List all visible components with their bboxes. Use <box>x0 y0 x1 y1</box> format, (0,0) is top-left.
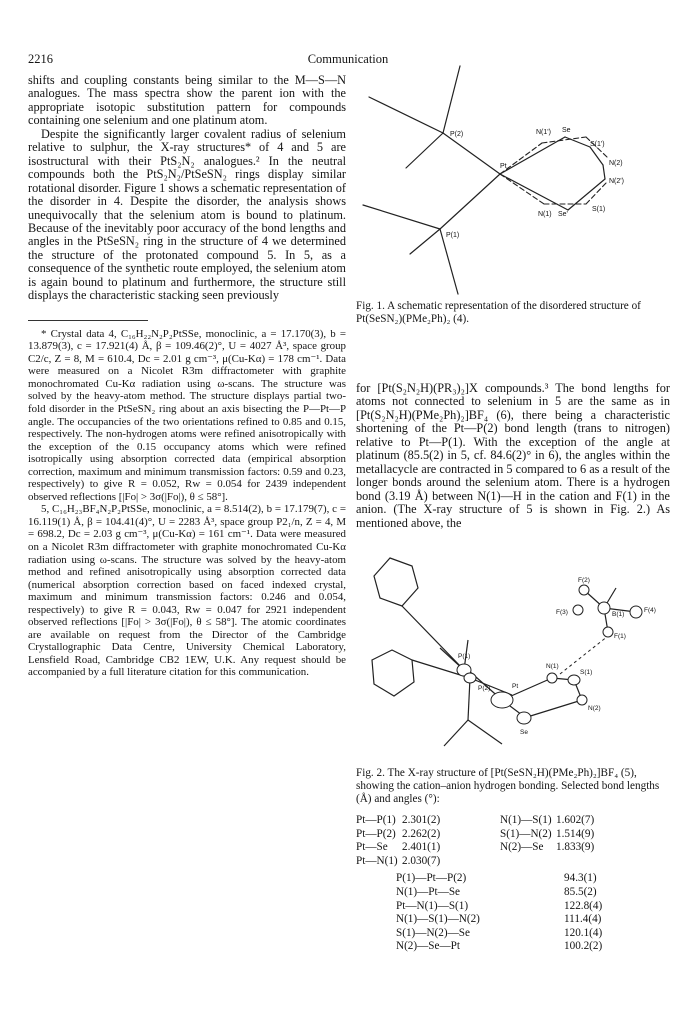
atom-p2 <box>464 673 476 683</box>
angle-label: Pt—N(1)—S(1) <box>396 899 469 912</box>
atom-label: Se <box>562 127 571 134</box>
bond-line <box>443 133 500 174</box>
bond-value: 2.030(7) <box>402 854 441 867</box>
page-number: 2216 <box>28 52 53 66</box>
atom-pt <box>491 692 513 708</box>
bond-line <box>500 174 568 210</box>
atom-label: F(2) <box>578 577 590 584</box>
left-column <box>28 74 346 679</box>
bond-value: 2.262(2) <box>402 827 441 840</box>
atom-label: P(2) <box>478 685 491 692</box>
atom-b1 <box>598 602 610 614</box>
atom-s1 <box>568 675 580 685</box>
bond-value <box>556 855 606 869</box>
disordered-bond-line <box>500 174 544 204</box>
atom-f1 <box>603 627 613 637</box>
atom-label: N(2) <box>588 705 601 712</box>
atom-label: N(1) <box>546 663 559 670</box>
bond-value: 1.602(7) <box>556 814 595 826</box>
phenyl-ring <box>374 558 418 606</box>
atom-f4 <box>630 606 642 618</box>
atom-label: F(3) <box>556 609 568 616</box>
bond-angles <box>396 872 670 954</box>
bond-line <box>468 720 502 744</box>
atom-label: N(1') <box>536 129 551 136</box>
bond-value: 2.301(2) <box>402 814 441 826</box>
paragraph-3: for [Pt(S₂N₂H)(PR₃)₂]X compounds.³ The bond lengths for atoms not connected to selenium in 5 are the same as in [Pt(S₂N₂H)(PMe₂Ph)₂]BF₄ (6), there being a characteristic shortening of the Pt—P(2) bond length (trans to nitrogen) relative to Pt—P(1). With the exception of the angle at platinum (85.5(2) in 5, cf. 84.6(2)° in 6), the angles within the metallacycle are contracted in 5 compared to 6 as a result of the longer bonds around the selenium atom. There is a hydrogen bond (3.19 Å) between N(1)—H in the cation and F(1) in the anion. (The X-ray structure of 5 is shown in Fig. 2.) As mentioned above, the <box>356 381 670 530</box>
angle-value: 94.3(1) <box>564 872 597 885</box>
atom-label: F(4) <box>644 607 656 614</box>
figure-2-caption: Fig. 2. The X-ray structure of [Pt(SeSN₂H)(PMe₂Ph)₂]BF₄ (5), showing the cation–anion hydrogen bonding. Selected bond lengths (Å) and angles (°): <box>356 767 660 805</box>
bond-label: N(1)—S(1) <box>500 814 552 826</box>
bond-line <box>603 165 605 179</box>
atom-label: N(2) <box>609 160 623 167</box>
angle-value: 85.5(2) <box>564 885 597 898</box>
bond-line <box>363 205 440 229</box>
bond-data-table <box>356 814 670 954</box>
footnote-crystal-data-5: 5, C₁₆H₂₃BF₄N₂P₂PtSSe, monoclinic, a = 8.514(2), b = 17.179(7), c = 16.119(1) Å, β = 104.41(4)°, U = 2283 Å³, space group P2₁/n, Z = 4, M = 698.2, Dc = 2.03 g cm⁻³, μ(Cu-Kα) = 161 cm⁻¹. Data were measured on a Nicolet R3m diffractometer with graphite monochromated Cu-Kα radiation using ω-scans. The structure was solved by the heavy-atom method and refined anisotropically using absorption corrected data (numerical absorption correction based on faced indexed crystal, maximum and minimum transmission factors: 0.246 and 0.054, respectively) to give R = 0.043, Rw = 0.047 for 2921 independent observed reflections [|Fo| > 3σ(|Fo|), θ ≤ 58°]. The atomic coordinates are available on request from the Director of the Cambridge Crystallographic Data Centre, University Chemical Laboratory, Lensfield Road, Cambridge CB2 1EW, U.K. Any request should be accompanied by a full literature citation for this communication. <box>28 503 346 679</box>
bond-line <box>410 229 440 254</box>
atom-label: S(1') <box>590 141 605 148</box>
angle-label: N(1)—Pt—Se <box>396 885 461 898</box>
angle-value: 100.2(2) <box>564 940 603 953</box>
paragraph-2: Despite the significantly larger covalent radius of selenium relative to sulphur, the X-ray structures* of 4 and 5 are isostructural with their PtS₂N₂ analogues.² In the neutral compounds both the PtS₂N₂/PtSeSN₂ rings display similar rotational disorder. Figure 1 shows a schematic representation of the disorder in 4. Despite the disorder, the analysis shows unequivocally that the selenium atom is bound to platinum. Because of the inevitably poor accuracy of the bond lengths and angles in the PtSeSN₂ ring in the structure of 4 we determined the structure of the protonated compound 5. In 5, as a consequence of the synthetic route employed, the selenium atom is again bound to platinum and furthermore, the structure still displays the characteristic stacking seen previously <box>28 126 346 303</box>
bond-line <box>468 678 470 720</box>
bond-label: Pt—Se <box>356 841 388 854</box>
atom-label: B(1) <box>612 611 625 618</box>
figure-1-caption: Fig. 1. A schematic representation of the disordered structure of Pt(SeSN₂)(PMe₂Ph)₂ (4). <box>356 300 641 325</box>
bond-label: Pt—P(1) <box>356 814 396 826</box>
bond-value: 1.833(9) <box>556 841 595 854</box>
atom-f2 <box>579 585 589 595</box>
bond-line <box>406 133 443 168</box>
atom-label: F(1) <box>614 633 626 640</box>
bond-line <box>443 66 460 133</box>
figure-2-xray-structure <box>352 550 670 755</box>
bond-label: S(1)—N(2) <box>500 827 552 840</box>
angle-value: 111.4(4) <box>564 913 602 926</box>
bond-label: Pt—P(2) <box>356 827 396 840</box>
bond-line <box>444 720 468 746</box>
atom-label: P(1) <box>458 653 471 660</box>
atom-label: N(1) <box>538 211 552 218</box>
atom-label: Se <box>520 729 528 736</box>
bond-label: N(2)—Se <box>500 841 544 854</box>
atom-label: Se' <box>558 211 568 218</box>
angle-label: N(1)—S(1)—N(2) <box>396 913 480 926</box>
atom-se <box>517 712 531 724</box>
bond-label <box>500 855 556 869</box>
footnote-crystal-data <box>28 320 346 679</box>
atom-label: N(2') <box>609 178 624 185</box>
atom-n2 <box>577 695 587 705</box>
bond-line <box>369 97 443 133</box>
angle-label: P(1)—Pt—P(2) <box>396 872 467 885</box>
right-column <box>356 382 670 530</box>
bond-label: Pt—N(1) <box>356 854 398 867</box>
bond-value: 1.514(9) <box>556 827 595 840</box>
running-title: Communication <box>307 52 389 66</box>
bond-line <box>590 147 603 165</box>
angle-label: N(2)—Se—Pt <box>396 940 461 953</box>
footnote-crystal-data-4: * Crystal data 4, C₁₆H₂₂N₂P₂PtSSe, monoclinic, a = 17.170(3), b = 13.879(3), c = 17.921(4) Å, β = 109.46(2)°, U = 4027 Å³, space group C2/c, Z = 8, M = 610.4, Dc = 2.01 g cm⁻³, μ(Cu-Kα) = 178 cm⁻¹. Data were measured on a Nicolet R3m diffractometer with graphite monochromated Cu-Kα radiation using ω-scans. The structure was solved by the heavy-atom method. The structure displays partial two-fold disorder in the PtSeSN₂ ring about an axis bisecting the P—Pt—P angle. The occupancies of the two orientations refined to 0.85 and 0.15, respectively. The non-hydrogen atoms were refined anisotropically with the exception of the 0.15 occupancy atoms which were refined isotropically using absorption corrected data (empirical absorption correction, maximum and minimum transmission factors: 0.59 and 0.23, respectively) to give R = 0.052, Rw = 0.054 for 2439 independent observed reflections [|Fo| > 3σ(|Fo|), θ ≤ 58°]. <box>28 327 346 503</box>
bond-lengths <box>356 814 670 868</box>
angle-value: 122.8(4) <box>564 899 603 912</box>
angle-value: 120.1(4) <box>564 926 603 939</box>
atom-f3 <box>573 605 583 615</box>
atom-label: S(1) <box>592 206 606 213</box>
bond-value: 2.401(1) <box>402 841 441 854</box>
phenyl-ring <box>372 650 414 696</box>
angle-label: S(1)—N(2)—Se <box>396 926 470 939</box>
figure-1-schematic <box>352 64 670 298</box>
bond-line <box>524 700 582 718</box>
bond-line <box>500 137 565 174</box>
atom-label: P(2) <box>450 131 464 138</box>
bond-line <box>402 606 464 670</box>
bond-line <box>440 174 500 229</box>
paragraph-1: shifts and coupling constants being similar to the M—S—N analogues. The mass spectra show the parent ion with the appropriate isotopic substitution pattern for compounds containing one selenium and one platinum atom. <box>28 73 346 128</box>
atom-label: Pt <box>500 163 507 170</box>
atom-label: Pt <box>512 683 519 690</box>
atom-n1 <box>547 673 557 683</box>
atom-label: S(1) <box>580 669 593 676</box>
atom-label: P(1) <box>446 232 460 239</box>
